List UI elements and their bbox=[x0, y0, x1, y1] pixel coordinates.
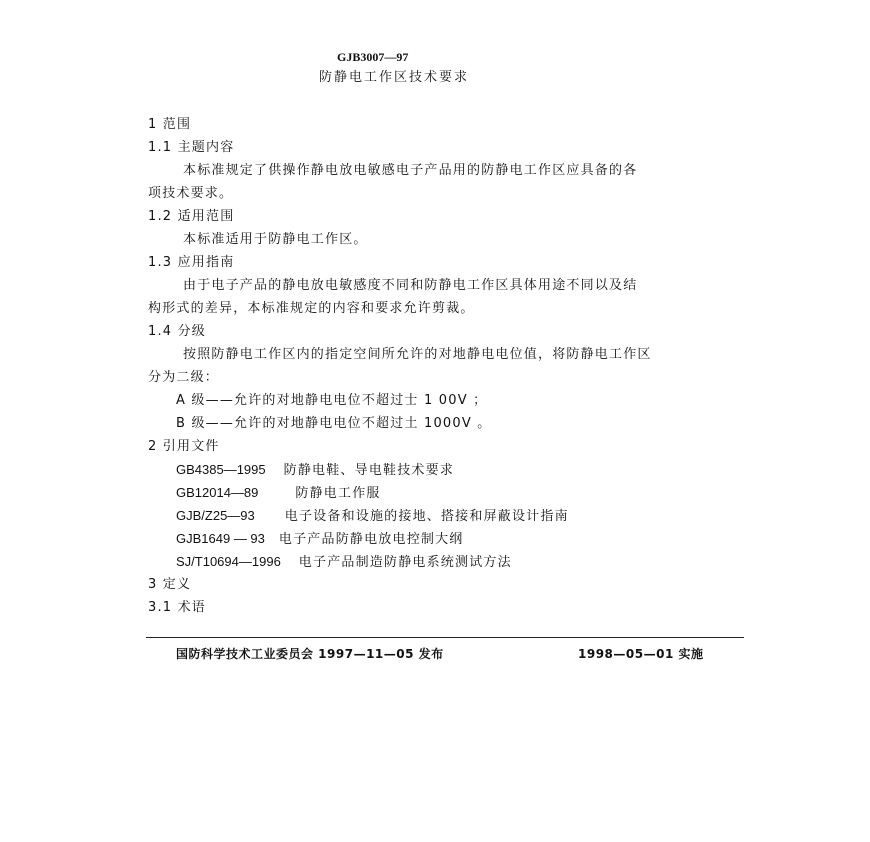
reference-title: 电子产品制造防静电系统测试方法 bbox=[298, 555, 512, 570]
reference-item bbox=[176, 531, 464, 548]
reference-code: GB4385—1995 bbox=[176, 462, 266, 477]
section-1-1-heading: 1.1 主题内容 bbox=[148, 140, 235, 155]
section-1-heading: 1 范围 bbox=[148, 117, 192, 132]
section-1-4-para-line1: 按照防静电工作区内的指定空间所允许的对地静电电位值，将防静电工作区 bbox=[183, 347, 652, 362]
reference-code: GJB1649 — 93 bbox=[176, 531, 265, 546]
reference-title: 防静电工作服 bbox=[295, 486, 381, 501]
section-1-3-heading: 1.3 应用指南 bbox=[148, 255, 235, 270]
document-title: 防静电工作区技术要求 bbox=[319, 70, 470, 85]
section-1-2-heading: 1.2 适用范围 bbox=[148, 209, 235, 224]
reference-code: GJB/Z25—93 bbox=[176, 508, 255, 523]
reference-item bbox=[176, 554, 512, 571]
reference-title: 电子产品防静电放电控制大纲 bbox=[278, 532, 464, 547]
grade-b-item: B 级——允许的对地静电电位不超过土 1000V 。 bbox=[176, 416, 492, 431]
section-1-1-para-line1: 本标准规定了供操作静电放电敏感电子产品用的防静电工作区应具备的各 bbox=[183, 163, 638, 178]
section-3-1-heading: 3.1 术语 bbox=[148, 600, 207, 615]
section-3-heading: 3 定义 bbox=[148, 577, 192, 592]
section-1-4-heading: 1.4 分级 bbox=[148, 324, 207, 339]
reference-code: SJ/T10694—1996 bbox=[176, 554, 281, 569]
reference-title: 电子设备和设施的接地、搭接和屏蔽设计指南 bbox=[284, 509, 569, 524]
section-1-3-para-line2: 构形式的差异，本标准规定的内容和要求允许剪裁。 bbox=[148, 301, 475, 316]
section-1-3-para-line1: 由于电子产品的静电放电敏感度不同和防静电工作区具体用途不同以及结 bbox=[183, 278, 638, 293]
reference-code: GB12014—89 bbox=[176, 485, 259, 500]
grade-a-item: A 级——允许的对地静电电位不超过士 1 00V ； bbox=[176, 393, 488, 408]
reference-item bbox=[176, 508, 569, 525]
footer-divider bbox=[146, 637, 744, 638]
section-1-4-para-line2: 分为二级： bbox=[148, 370, 220, 385]
issuer-line: 国防科学技术工业委员会 1997—11—05 发布 bbox=[176, 647, 444, 661]
section-1-2-para: 本标准适用于防静电工作区。 bbox=[183, 232, 368, 247]
reference-title: 防静电鞋、导电鞋技术要求 bbox=[283, 463, 455, 478]
reference-item bbox=[176, 462, 454, 479]
reference-item bbox=[176, 485, 381, 502]
standard-code: GJB3007—97 bbox=[337, 50, 409, 64]
section-2-heading: 2 引用文件 bbox=[148, 439, 220, 454]
section-1-1-para-line2: 项技术要求。 bbox=[148, 186, 234, 201]
effective-date: 1998—05—01 实施 bbox=[578, 647, 704, 661]
